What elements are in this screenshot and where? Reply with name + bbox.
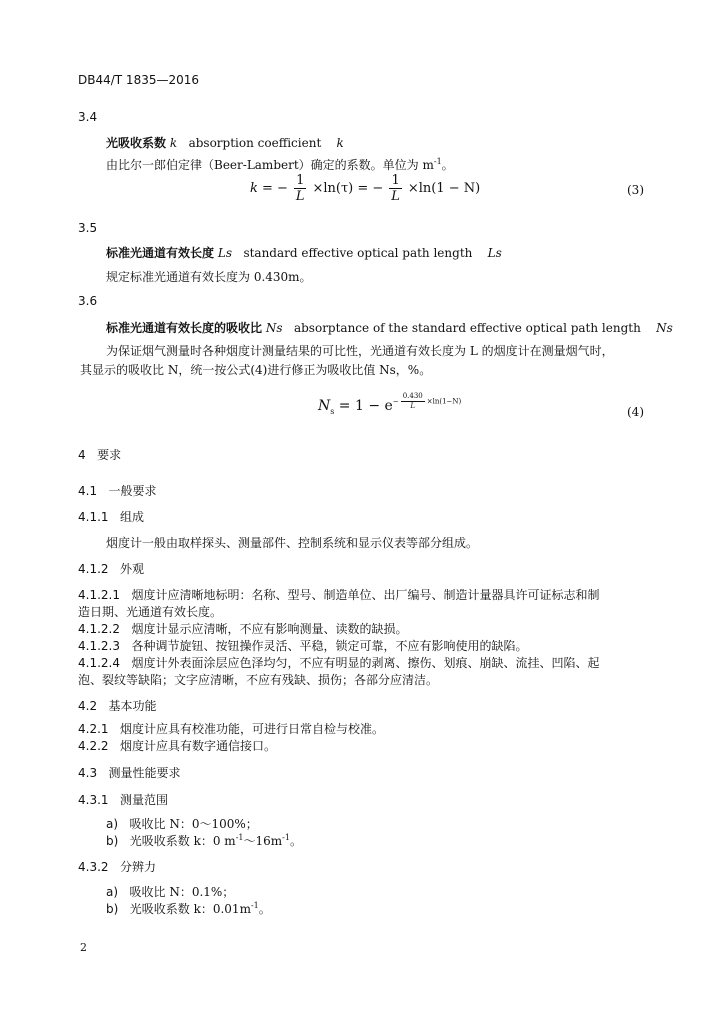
- section-4-3-1-heading: [78, 791, 168, 808]
- eq3-rhs: ×ln(1 − N): [407, 181, 481, 196]
- clause-4-2-1: [78, 720, 384, 737]
- definition-3-4: [106, 156, 454, 173]
- equation-4-number: (4): [627, 405, 644, 419]
- eq4-middle: = 1 − e: [334, 398, 393, 414]
- clause-4-1-2-4: [78, 654, 599, 671]
- section-4-1-1-text: 烟度计一般由取样探头、测量部件、控制系统和显示仪表等部分组成。: [106, 536, 479, 550]
- eq4-exp-den: L: [410, 402, 416, 410]
- doc-id: DB44/T 1835—2016: [78, 73, 200, 87]
- unit-exponent: -1: [433, 157, 442, 166]
- list-item-4-3-2-b: [106, 900, 271, 917]
- eq3-lhs: k = −: [250, 181, 288, 196]
- section-title: 基本功能: [108, 699, 157, 713]
- term-3-6: [106, 319, 673, 336]
- clause-number: 4.1.2.1: [78, 588, 120, 602]
- section-4-2-heading: [78, 697, 157, 714]
- clause-text: 烟度计应具有数字通信接口。: [120, 739, 277, 753]
- section-number: 4.1.2: [78, 562, 109, 576]
- section-number: 4: [78, 448, 86, 462]
- clause-text: 烟度计显示应清晰，不应有影响测量、读数的缺损。: [131, 622, 408, 636]
- clause-4-1-2-2: [78, 620, 407, 637]
- list-text: 吸收比 N：0～100%；: [129, 817, 258, 831]
- eq3-den-2: L: [391, 189, 400, 204]
- clause-text: 各种调节旋钮、按钮操作灵活、平稳，锁定可靠，不应有影响使用的缺陷。: [131, 639, 528, 653]
- eq3-den-1: L: [295, 189, 305, 204]
- definition-3-6-line1: 为保证烟气测量时各种烟度计测量结果的可比性，光通道有效长度为 L 的烟度计在测量烟气时，: [106, 344, 614, 358]
- clause-number: 4.1.2.3: [78, 639, 120, 653]
- clause-4-1-2-4-cont: 泡、裂纹等缺陷；文字应清晰，不应有残缺、损伤；各部分应清洁。: [78, 673, 439, 687]
- term-cn: 光吸收系数: [106, 136, 167, 150]
- term-symbol-2: Ls: [487, 246, 502, 260]
- section-4-heading: [78, 446, 121, 463]
- eq4-exp-num: 0.430: [402, 392, 423, 400]
- list-text: 光吸收系数 k：0 m: [129, 834, 236, 848]
- list-text: 光吸收系数 k：0.01m: [129, 902, 251, 916]
- term-3-4: [106, 134, 344, 151]
- section-number: 4.1.1: [78, 510, 109, 524]
- term-en: absorptance of the standard effective optical path length: [293, 321, 641, 335]
- term-cn: 标准光通道有效长度: [106, 246, 215, 260]
- unit-exponent: -1: [235, 833, 244, 842]
- eq4-base: N: [318, 398, 331, 414]
- eq3-fraction-1: [294, 173, 306, 204]
- section-3-6-number: 3.6: [78, 294, 98, 308]
- clause-number: 4.1.2.2: [78, 622, 120, 636]
- section-3-5-number: 3.5: [78, 221, 98, 235]
- clause-4-2-2: [78, 737, 276, 754]
- definition-3-6-line2: 其显示的吸收比 N，统一按公式(4)进行修正为吸收比值 Ns，%。: [80, 363, 432, 377]
- list-text: 吸收比 N：0.1%；: [129, 885, 235, 899]
- section-number: 4.3.1: [78, 793, 109, 807]
- clause-text: 烟度计应清晰地标明：名称、型号、制造单位、出厂编号、制造计量器具许可证标志和制: [131, 588, 600, 602]
- term-en: absorption coefficient: [188, 136, 322, 150]
- section-4-1-heading: [78, 482, 157, 499]
- page-number: 2: [80, 941, 87, 954]
- clause-text: 烟度计应具有校准功能，可进行日常自检与校准。: [120, 722, 385, 736]
- equation-4: [318, 392, 462, 416]
- term-symbol: Ns: [265, 321, 283, 335]
- definition-text: 由比尔一郎伯定律（Beer-Lambert）确定的系数。单位为 m: [106, 158, 434, 172]
- clause-4-1-2-3: [78, 637, 527, 654]
- term-3-5: [106, 244, 502, 261]
- eq3-middle: ×ln(τ) = −: [312, 181, 384, 196]
- eq4-sub: s: [330, 406, 335, 416]
- equation-3: [250, 173, 480, 204]
- section-4-1-1-heading: [78, 508, 144, 525]
- list-item-4-3-1-a: [106, 815, 258, 832]
- section-title: 分辨力: [120, 860, 157, 874]
- section-title: 外观: [120, 562, 145, 576]
- section-number: 4.2: [78, 699, 98, 713]
- section-title: 测量性能要求: [108, 766, 181, 780]
- section-number: 4.3: [78, 766, 98, 780]
- equation-3-number: (3): [627, 183, 644, 197]
- clause-4-1-2-1: [78, 586, 599, 603]
- term-cn: 标准光通道有效长度的吸收比: [106, 321, 263, 335]
- section-title: 组成: [120, 510, 145, 524]
- list-text-end: 。: [258, 902, 271, 916]
- list-item-4-3-1-b: [106, 832, 302, 849]
- list-text-mid: ～16m: [243, 834, 283, 848]
- definition-3-5: 规定标准光通道有效长度为 0.430m。: [106, 270, 312, 284]
- section-4-3-2-heading: [78, 858, 156, 875]
- eq4-exp-rest: ×ln(1−N): [426, 397, 462, 406]
- section-number: 4.1: [78, 484, 98, 498]
- eq3-fraction-2: [389, 173, 401, 204]
- clause-number: 4.2.2: [78, 739, 109, 753]
- list-item-4-3-2-a: [106, 883, 234, 900]
- list-marker: a): [106, 817, 119, 831]
- clause-number: 4.2.1: [78, 722, 109, 736]
- list-text-end: 。: [289, 834, 302, 848]
- section-4-1-2-heading: [78, 560, 144, 577]
- clause-4-1-2-1-cont: 造日期、光通道有效长度。: [78, 605, 223, 619]
- term-symbol: Ls: [217, 246, 232, 260]
- section-title: 一般要求: [108, 484, 157, 498]
- term-symbol-2: k: [336, 136, 344, 150]
- list-marker: b): [106, 834, 119, 848]
- definition-end: 。: [441, 158, 454, 172]
- eq4-exponent: − $\frac{0.430}{L}$ ×ln(1−N): [392, 392, 462, 410]
- eq3-num-2: 1: [391, 173, 400, 188]
- term-en: standard effective optical path length: [243, 246, 473, 260]
- section-title: 要求: [97, 448, 122, 462]
- eq3-num-1: 1: [296, 173, 305, 188]
- section-number: 4.3.2: [78, 860, 109, 874]
- list-marker: a): [106, 885, 119, 899]
- term-symbol-2: Ns: [656, 321, 673, 335]
- clause-number: 4.1.2.4: [78, 656, 120, 670]
- section-title: 测量范围: [120, 793, 169, 807]
- section-4-3-heading: [78, 764, 181, 781]
- unit-exponent: -1: [250, 901, 259, 910]
- term-symbol: k: [169, 136, 178, 150]
- section-3-4-number: 3.4: [78, 110, 98, 124]
- unit-exponent: -1: [282, 833, 290, 842]
- clause-text: 烟度计外表面涂层应色泽均匀，不应有明显的剥离、擦伤、划痕、崩缺、流挂、凹陷、起: [131, 656, 600, 670]
- list-marker: b): [106, 902, 119, 916]
